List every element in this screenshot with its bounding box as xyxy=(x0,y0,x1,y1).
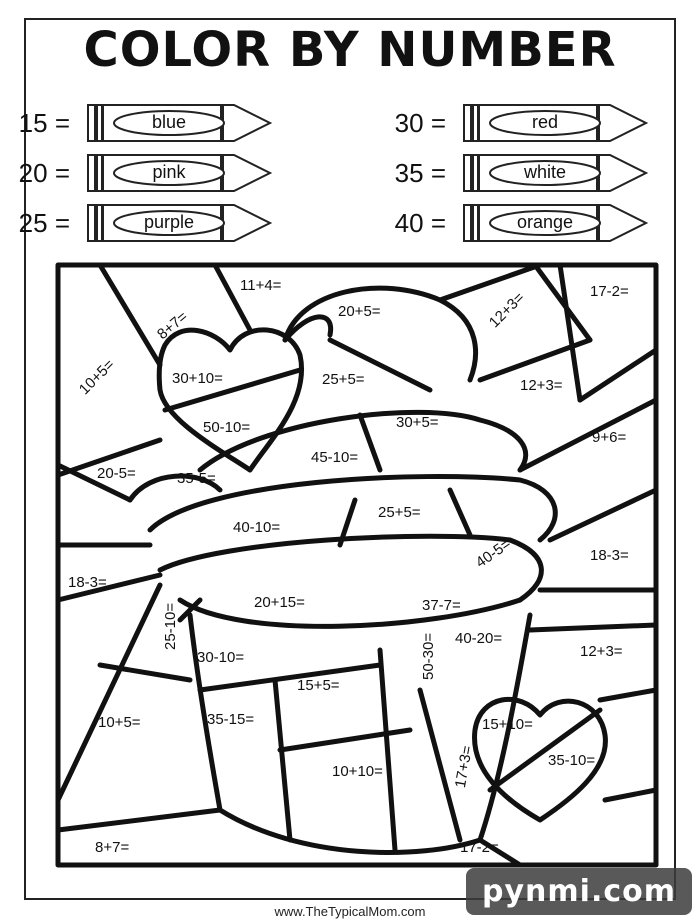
equation: 11+4= xyxy=(240,277,282,294)
equation: 9+6= xyxy=(592,429,627,446)
liner-line-3 xyxy=(420,690,460,840)
key-value: 30 = xyxy=(394,107,446,138)
equation: 50-30= xyxy=(420,632,437,680)
equation: 12+3= xyxy=(485,289,528,332)
equation: 10+5= xyxy=(98,714,141,731)
bg-line xyxy=(520,400,656,470)
equation: 8+7= xyxy=(154,308,192,344)
equation: 10+10= xyxy=(332,763,383,780)
equation: 35-10= xyxy=(548,752,596,769)
bg-line xyxy=(360,415,380,470)
equation: 10+5= xyxy=(75,356,118,399)
equation: 50-10= xyxy=(203,419,251,436)
equation: 25+5= xyxy=(322,371,365,388)
watermark: pynmi.com xyxy=(466,868,692,915)
key-value: 25 = xyxy=(18,207,70,238)
bg-line xyxy=(550,490,656,540)
equation: 30-10= xyxy=(197,649,245,666)
equation: 40-5= xyxy=(472,535,515,572)
bg-line xyxy=(560,265,580,400)
equation: 35-5= xyxy=(177,470,216,487)
equation: 15+5= xyxy=(297,677,340,694)
equation: 20+15= xyxy=(254,594,305,611)
liner-cross-1 xyxy=(280,730,410,750)
bg-line xyxy=(580,350,656,400)
liner-line-1 xyxy=(275,680,290,840)
key-value: 40 = xyxy=(394,207,446,238)
crayon-label: purple xyxy=(143,212,195,232)
liner-cross-2 xyxy=(200,665,380,690)
crayon-label: blue xyxy=(151,112,187,132)
bg-line xyxy=(450,490,470,535)
equation: 37-7= xyxy=(422,597,461,614)
equation: 12+3= xyxy=(580,643,623,660)
bg-line xyxy=(100,265,160,365)
equation: 45-10= xyxy=(311,449,359,466)
key-value: 20 = xyxy=(18,157,70,188)
bg-line xyxy=(215,265,250,330)
equation: 30+10= xyxy=(172,370,223,387)
page-title: COLOR BY NUMBER xyxy=(83,22,617,78)
key-value: 35 = xyxy=(394,157,446,188)
equation: 30+5= xyxy=(396,414,439,431)
equation: 40-20= xyxy=(455,630,503,647)
equation: 17-2= xyxy=(460,839,499,856)
crayon-label: white xyxy=(523,162,567,182)
equation: 17+3= xyxy=(451,744,477,790)
equation: 18-3= xyxy=(68,574,107,591)
equation: 17-2= xyxy=(590,283,629,300)
key-value: 15 = xyxy=(18,107,70,138)
bg-line xyxy=(530,625,656,630)
bg-line xyxy=(605,790,656,800)
footer-url[interactable]: www.TheTypicalMom.com xyxy=(274,904,426,919)
equation: 15+10= xyxy=(482,716,533,733)
equation: 25+5= xyxy=(378,504,421,521)
bg-line xyxy=(58,810,220,830)
crayon-label: pink xyxy=(152,162,186,182)
equation: 8+7= xyxy=(95,839,130,856)
equation: 25-10= xyxy=(162,602,179,650)
frosting-bottom xyxy=(180,600,520,626)
bg-line xyxy=(440,265,540,300)
bg-line xyxy=(58,585,160,800)
equation: 20+5= xyxy=(338,303,381,320)
liner-line-2 xyxy=(380,650,395,850)
equation: 12+3= xyxy=(520,377,563,394)
equation: 35-15= xyxy=(207,711,255,728)
equation: 20-5= xyxy=(97,465,136,482)
equation: 18-3= xyxy=(590,547,629,564)
crayon-label: orange xyxy=(516,212,574,232)
crayon-label: red xyxy=(531,112,558,132)
equation: 40-10= xyxy=(233,519,281,536)
bg-line xyxy=(600,690,656,700)
